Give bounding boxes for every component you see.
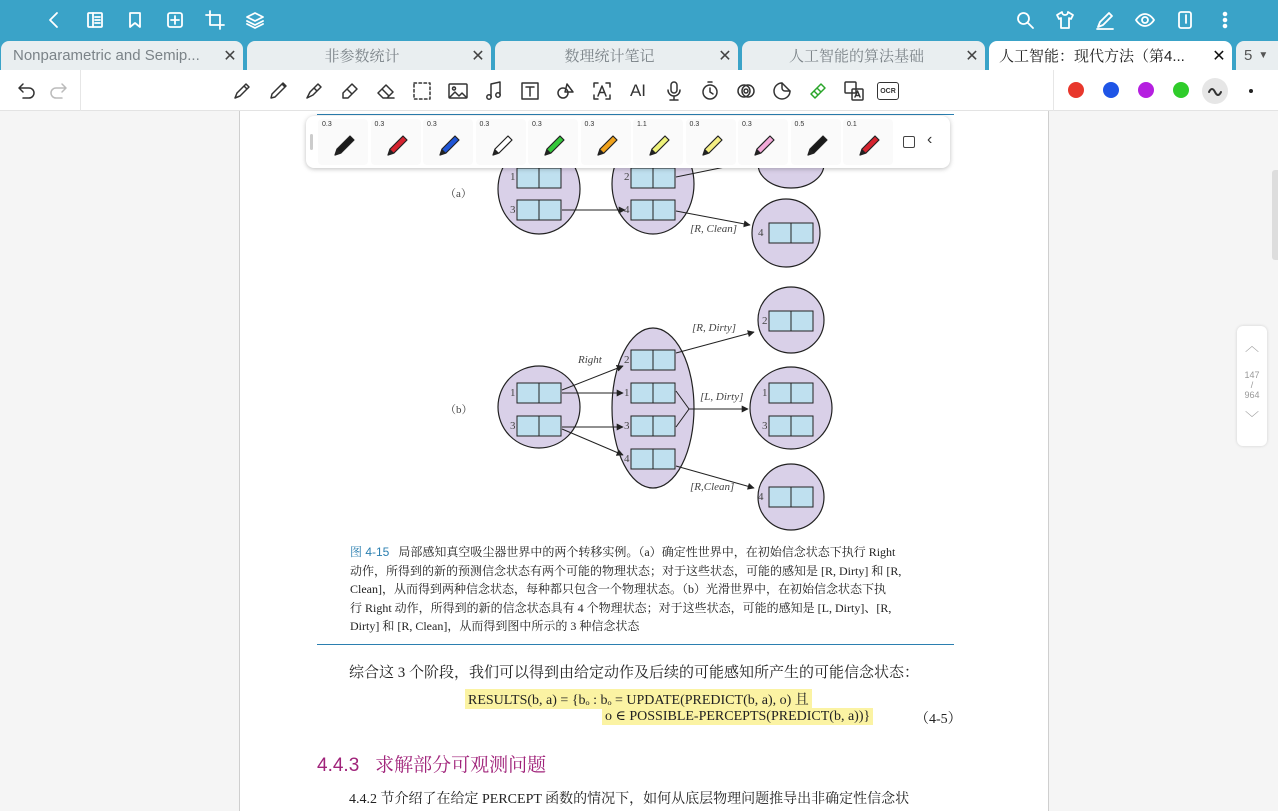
section-heading [317,750,546,777]
text-recognize-icon[interactable] [589,78,615,104]
state-number: 1 [510,171,516,183]
pen-preset[interactable] [738,119,788,165]
caption-line: 局部感知真空吸尘器世界中的两个转移实例。（a）确定性世界中，在初始信念状态下执行 Right [398,545,896,559]
figure-number: 图 4-15 [350,545,390,559]
color-swatch-blue[interactable] [1103,82,1119,98]
state-number: 1 [624,387,630,399]
sticker-icon[interactable] [769,78,795,104]
page-down-icon[interactable]: ﹀ [1245,410,1259,426]
b-percept-r-clean: [R,Clean] [690,481,735,493]
tab-dropdown-icon[interactable]: ▼ [1258,50,1269,61]
pen-edit-icon[interactable] [1093,8,1117,32]
tab-close-icon[interactable]: ✕ [718,47,732,65]
pen-preset[interactable] [686,119,736,165]
audio-note-icon[interactable] [481,78,507,104]
subfigure-b-label: （b） [445,404,473,416]
pen-preset[interactable] [423,119,473,165]
timer-icon[interactable] [697,78,723,104]
document-tab-strip [0,40,1278,70]
tab-nonparametric[interactable] [1,41,243,70]
pen-presets-tray [306,116,950,168]
pen-preset[interactable] [633,119,683,165]
caption-line: 动作，所得到的新的预测信念状态有两个可能的物理状态；对于这些状态，可能的感知是 [R, Dirty] 和 [R, [350,563,902,578]
pen-icon [331,133,357,159]
text-box-icon[interactable] [517,78,543,104]
image-icon[interactable] [445,78,471,104]
pen-size-label: 0.3 [584,121,595,128]
laser-pointer-icon[interactable] [733,78,759,104]
microphone-icon[interactable] [661,78,687,104]
fountain-pen-icon[interactable] [229,78,255,104]
figure-bottom-rule [317,644,954,645]
color-swatch-green[interactable] [1173,82,1189,98]
equation-number: （4-5） [915,712,962,727]
pen-size-label: 0.3 [427,121,437,128]
tab-ai-modern-approach[interactable] [989,41,1232,70]
section-number: 4.4.3 [317,755,360,776]
next-paragraph: 4.4.2 节介绍了在给定 PERCEPT 函数的情况下，如何从底层物理问题推导出非确定性信念状 [349,792,910,807]
state-number: 4 [624,453,630,465]
state-number: 3 [510,420,516,432]
pen-size-label: 1.1 [637,121,647,128]
collapse-tray-icon[interactable]: ‹ [927,131,933,148]
state-number: 4 [624,204,630,216]
caption-line: Clean]，从而得到两种信念状态，每种都只包含一个物理状态。（b）光滑世界中，在初始信念状态下执 [350,582,886,596]
annotation-toolbar [0,70,1278,111]
body-paragraph: 综合这 3 个阶段，我们可以得到由给定动作及后续的可能感知所产生的可能信念状态： [349,665,920,681]
pen-preset[interactable] [581,119,631,165]
pen-size-label: 0.3 [374,121,385,128]
stroke-style-icon[interactable] [1202,78,1228,104]
tab-count: 5 [1244,47,1253,64]
state-number: 1 [510,387,516,399]
tray-drag-handle[interactable] [310,134,313,150]
pen-size-label: 0.3 [532,121,542,128]
tab-label: 数理统计笔记 [564,48,655,65]
pen-preset[interactable] [843,119,893,165]
pen-icon [489,133,515,159]
pen-preset[interactable] [528,119,578,165]
belief-state-figure [240,111,1049,541]
tab-label: 人工智能的算法基础 [788,48,924,65]
more-vertical-icon[interactable] [1213,8,1237,32]
stroke-size-dot[interactable] [1249,89,1253,93]
tab-label: Nonparametric and Semip... [13,47,200,64]
book-outline-icon[interactable] [83,8,107,32]
page-up-icon[interactable]: ︿ [1245,338,1259,354]
tab-close-icon[interactable]: ✕ [965,47,979,65]
page-separator: / [1250,380,1254,390]
ai-assistant-icon[interactable]: AI [629,81,647,100]
b-percept-l-dirty: [L, Dirty] [700,391,744,403]
formula-line-2: o ∈ POSSIBLE-PERCEPTS(PREDICT(b, a))} [602,708,873,725]
state-number: 2 [762,315,768,327]
ballpoint-pen-icon[interactable] [265,78,291,104]
formula-line-1: RESULTS(b, a) = {bₒ : bₒ = UPDATE(PREDICT(b, a), o) 且 [465,689,812,709]
tab-ai-algorithms[interactable] [742,41,985,70]
pen-preset[interactable] [318,119,368,165]
pen-preset[interactable] [791,119,841,165]
pen-icon [541,133,567,159]
tab-overflow[interactable] [1236,41,1278,70]
pen-icon [436,133,462,159]
pen-icon [751,133,777,159]
state-number: 3 [624,420,630,432]
add-page-icon[interactable] [163,8,187,32]
pen-preset[interactable] [476,119,526,165]
pen-icon [384,133,410,159]
eye-icon[interactable] [1133,8,1157,32]
state-number: 2 [624,171,630,183]
pen-settings-icon[interactable] [903,136,915,148]
pen-size-label: 0.5 [794,121,805,128]
pen-icon [856,133,882,159]
tab-close-icon[interactable]: ✕ [1212,47,1226,65]
tab-close-icon[interactable]: ✕ [471,47,485,65]
total-pages: 964 [1244,390,1260,400]
tab-label: 人工智能：现代方法（第4... [999,48,1185,65]
app-top-bar [0,0,1278,40]
side-drawer-handle[interactable] [1272,170,1278,260]
tab-label: 非参数统计 [324,48,400,65]
shirt-icon[interactable] [1053,8,1077,32]
state-number: 3 [510,204,516,216]
brush-pen-icon[interactable] [301,78,327,104]
pen-size-label: 0.1 [847,121,857,128]
state-number: 2 [624,354,630,366]
b-action-label: Right [578,354,602,366]
crop-icon[interactable] [203,8,227,32]
state-number: 4 [758,227,764,239]
redo-icon[interactable] [46,78,72,104]
pen-icon [646,133,672,159]
layers-icon[interactable] [243,8,267,32]
search-icon[interactable] [1013,8,1037,32]
bookmark-icon[interactable] [123,8,147,32]
color-swatch-purple[interactable] [1138,82,1154,98]
state-number: 3 [762,420,768,432]
color-swatch-red[interactable] [1068,82,1084,98]
tablet-pen-icon[interactable] [1173,8,1197,32]
tab-math-stats-notes[interactable] [495,41,738,70]
pen-size-label: 0.3 [479,121,490,128]
tab-nonparametric-stats[interactable] [247,41,491,70]
pen-size-label: 0.3 [322,121,332,128]
toolbar-divider [1053,70,1054,111]
current-page: 147 [1244,370,1260,380]
document-page [239,111,1049,811]
pen-icon [804,133,830,159]
eraser-icon[interactable] [373,78,399,104]
tab-close-icon[interactable]: ✕ [223,47,237,65]
a-percept-label: [R, Clean] [690,223,738,235]
pen-preset[interactable] [371,119,421,165]
caption-line: Dirty] 和 [R, Clean]，从而得到图中所示的 3 种信念状态 [350,619,640,633]
figure-caption [350,543,925,636]
lasso-select-icon[interactable] [409,78,435,104]
toolbar-divider [80,70,81,111]
undo-icon[interactable] [13,78,39,104]
section-title: 求解部分可观测问题 [375,755,547,776]
ocr-icon[interactable]: OCR [877,82,899,100]
pen-size-label: 0.3 [689,121,700,128]
shapes-icon[interactable] [553,78,579,104]
pen-icon [699,133,725,159]
back-icon[interactable] [42,8,66,32]
page-navigator [1237,326,1267,446]
state-number: 1 [762,387,768,399]
subfigure-a-label: （a） [445,188,472,200]
highlighter-icon[interactable] [337,78,363,104]
caption-line: 行 Right 动作，所得到的新的信念状态具有 4 个物理状态；对于这些状态，可能的感知是 [L, Dirty]、[R, [350,600,892,615]
tape-icon[interactable] [805,78,831,104]
translate-icon[interactable] [841,78,867,104]
pen-size-label: 0.3 [742,121,752,128]
pen-icon [594,133,620,159]
b-percept-r-dirty: [R, Dirty] [692,322,736,334]
state-number: 4 [758,491,764,503]
